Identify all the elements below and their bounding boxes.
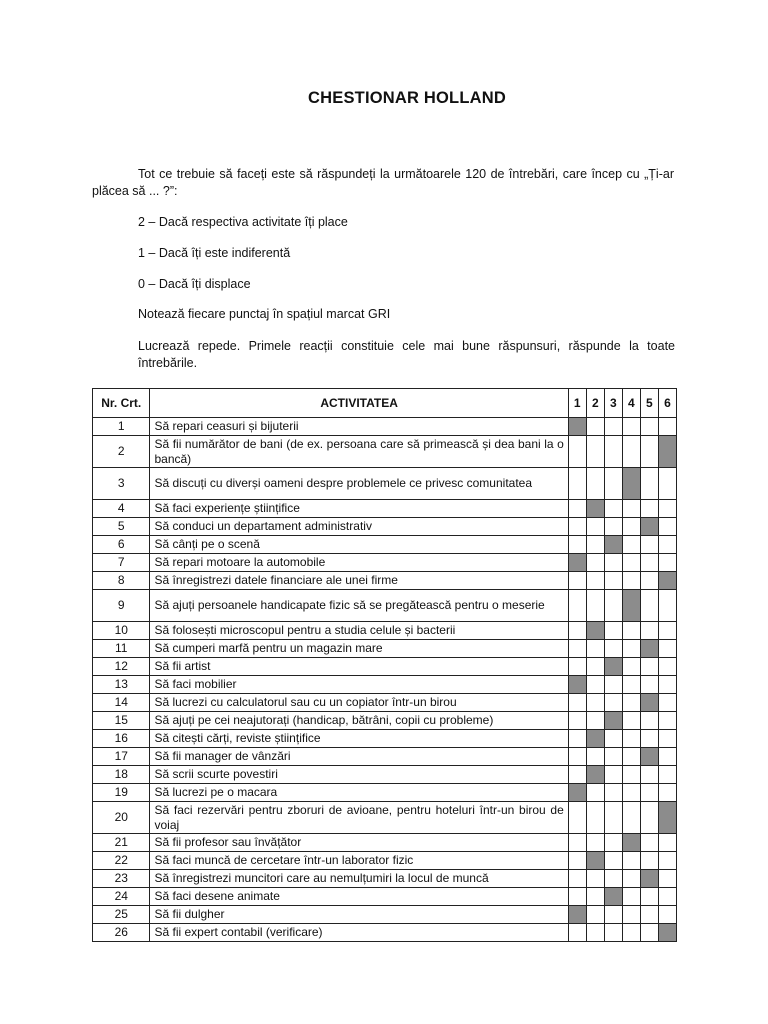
table-row <box>93 766 677 784</box>
row-activity: Să ajuți persoanele handicapate fizic să se pregătească pentru o meserie <box>150 590 568 622</box>
score-cell-gray[interactable] <box>586 766 604 784</box>
table-row <box>93 536 677 554</box>
score-cell <box>568 468 586 500</box>
score-cell <box>658 906 676 924</box>
table-row <box>93 622 677 640</box>
score-cell <box>586 436 604 468</box>
score-cell <box>622 748 640 766</box>
header-nr: Nr. Crt. <box>93 389 150 418</box>
score-cell <box>604 748 622 766</box>
score-cell <box>622 730 640 748</box>
score-cell <box>568 924 586 942</box>
score-cell <box>604 870 622 888</box>
score-cell <box>568 834 586 852</box>
row-number: 18 <box>93 766 150 784</box>
score-cell <box>640 622 658 640</box>
score-cell <box>622 418 640 436</box>
row-number: 1 <box>93 418 150 436</box>
score-cell <box>658 536 676 554</box>
score-cell <box>604 622 622 640</box>
table-row <box>93 906 677 924</box>
score-cell <box>604 730 622 748</box>
table-row <box>93 658 677 676</box>
row-number: 10 <box>93 622 150 640</box>
score-cell-gray[interactable] <box>604 658 622 676</box>
row-activity: Să fii numărător de bani (de ex. persoana care să primească și dea bani la o bancă) <box>150 436 568 468</box>
row-number: 11 <box>93 640 150 658</box>
score-cell <box>568 766 586 784</box>
score-cell <box>658 590 676 622</box>
score-cell <box>640 924 658 942</box>
row-activity: Să folosești microscopul pentru a studia celule și bacterii <box>150 622 568 640</box>
score-cell <box>568 436 586 468</box>
row-number: 4 <box>93 500 150 518</box>
header-col-5: 5 <box>640 389 658 418</box>
score-cell <box>658 468 676 500</box>
score-cell-gray[interactable] <box>640 518 658 536</box>
score-cell-gray[interactable] <box>658 802 676 834</box>
row-activity: Să înregistrezi datele financiare ale unei firme <box>150 572 568 590</box>
row-activity: Să faci muncă de cercetare într-un laborator fizic <box>150 852 568 870</box>
score-cell <box>640 536 658 554</box>
option-0-line: 0 – Dacă îți displace <box>138 277 251 291</box>
score-cell <box>658 730 676 748</box>
row-activity: Să faci mobilier <box>150 676 568 694</box>
score-cell-gray[interactable] <box>568 906 586 924</box>
header-col-3: 3 <box>604 389 622 418</box>
score-cell <box>568 536 586 554</box>
table-row <box>93 468 677 500</box>
table-row <box>93 418 677 436</box>
score-cell <box>568 730 586 748</box>
score-cell <box>658 766 676 784</box>
score-cell <box>604 468 622 500</box>
score-cell <box>640 802 658 834</box>
score-cell <box>604 572 622 590</box>
row-activity: Să fii manager de vânzări <box>150 748 568 766</box>
table-row <box>93 730 677 748</box>
score-cell-gray[interactable] <box>568 554 586 572</box>
row-activity: Să fii profesor sau învățător <box>150 834 568 852</box>
score-cell-gray[interactable] <box>604 536 622 554</box>
row-number: 9 <box>93 590 150 622</box>
table-row <box>93 554 677 572</box>
row-activity: Să faci rezervări pentru zboruri de avioane, pentru hoteluri într-un birou de voiaj <box>150 802 568 834</box>
score-cell-gray[interactable] <box>640 870 658 888</box>
score-cell <box>604 436 622 468</box>
row-number: 6 <box>93 536 150 554</box>
row-activity: Să conduci un departament administrativ <box>150 518 568 536</box>
row-number: 13 <box>93 676 150 694</box>
score-cell <box>586 640 604 658</box>
row-activity: Să cumperi marfă pentru un magazin mare <box>150 640 568 658</box>
row-number: 15 <box>93 712 150 730</box>
score-cell <box>604 852 622 870</box>
score-cell <box>586 676 604 694</box>
score-cell <box>586 554 604 572</box>
score-cell <box>640 572 658 590</box>
score-cell <box>604 834 622 852</box>
score-cell <box>586 802 604 834</box>
row-number: 19 <box>93 784 150 802</box>
score-cell <box>586 418 604 436</box>
score-cell <box>568 500 586 518</box>
score-cell <box>622 766 640 784</box>
row-activity: Să cânți pe o scenă <box>150 536 568 554</box>
score-cell <box>568 712 586 730</box>
row-activity: Să discuți cu diverși oameni despre problemele ce privesc comunitatea <box>150 468 568 500</box>
score-cell <box>604 640 622 658</box>
table-row <box>93 590 677 622</box>
row-activity: Să repari ceasuri și bijuterii <box>150 418 568 436</box>
header-col-6: 6 <box>658 389 676 418</box>
score-cell-gray[interactable] <box>640 640 658 658</box>
score-cell-gray[interactable] <box>586 730 604 748</box>
score-cell-gray[interactable] <box>622 590 640 622</box>
score-cell <box>658 694 676 712</box>
row-number: 20 <box>93 802 150 834</box>
score-cell <box>604 802 622 834</box>
score-cell <box>604 694 622 712</box>
score-cell <box>586 658 604 676</box>
score-cell <box>604 418 622 436</box>
intro-paragraph: Tot ce trebuie să faceți este să răspundeți la următoarele 120 de întrebări, care încep cu „Ți-ar plăcea să ... ?”: <box>92 167 674 198</box>
score-cell <box>658 418 676 436</box>
row-number: 16 <box>93 730 150 748</box>
score-cell <box>640 658 658 676</box>
score-cell <box>586 870 604 888</box>
table-row <box>93 500 677 518</box>
score-cell-gray[interactable] <box>568 676 586 694</box>
score-cell <box>622 536 640 554</box>
row-activity: Să citești cărți, reviste științifice <box>150 730 568 748</box>
row-activity: Să înregistrezi muncitori care au nemulțumiri la locul de muncă <box>150 870 568 888</box>
row-number: 24 <box>93 888 150 906</box>
score-cell <box>640 730 658 748</box>
row-activity: Să faci experiențe științifice <box>150 500 568 518</box>
score-cell-gray[interactable] <box>586 852 604 870</box>
row-activity: Să fii artist <box>150 658 568 676</box>
table-row <box>93 784 677 802</box>
score-cell <box>586 784 604 802</box>
score-cell <box>658 622 676 640</box>
score-cell-gray[interactable] <box>622 468 640 500</box>
score-cell <box>658 712 676 730</box>
score-cell <box>622 694 640 712</box>
option-1-line: 1 – Dacă îți este indiferentă <box>138 246 291 260</box>
table-row <box>93 852 677 870</box>
header-activity: ACTIVITATEA <box>150 389 568 418</box>
score-cell <box>568 590 586 622</box>
score-cell <box>640 436 658 468</box>
score-cell <box>586 694 604 712</box>
score-cell <box>640 590 658 622</box>
hint-paragraph: Lucrează repede. Primele reacții constituie cele mai bune răspunsuri, răspunde la toate întrebările. <box>138 339 675 370</box>
row-activity: Să fii dulgher <box>150 906 568 924</box>
score-cell-gray[interactable] <box>586 500 604 518</box>
row-number: 25 <box>93 906 150 924</box>
score-cell <box>622 784 640 802</box>
row-number: 7 <box>93 554 150 572</box>
score-cell <box>604 906 622 924</box>
table-row <box>93 572 677 590</box>
score-cell-gray[interactable] <box>640 694 658 712</box>
row-activity: Să lucrezi pe o macara <box>150 784 568 802</box>
score-cell <box>568 622 586 640</box>
score-cell <box>640 834 658 852</box>
score-cell <box>640 554 658 572</box>
score-cell-gray[interactable] <box>640 748 658 766</box>
questionnaire-table <box>92 388 677 942</box>
score-cell <box>658 748 676 766</box>
score-cell <box>640 712 658 730</box>
score-cell <box>586 888 604 906</box>
score-cell <box>658 640 676 658</box>
score-cell <box>640 500 658 518</box>
score-cell <box>622 518 640 536</box>
score-cell <box>640 906 658 924</box>
title-text: CHESTIONAR HOLLAND <box>308 89 506 107</box>
row-number: 5 <box>93 518 150 536</box>
score-cell <box>640 766 658 784</box>
row-number: 17 <box>93 748 150 766</box>
table-row <box>93 694 677 712</box>
row-activity: Să lucrezi cu calculatorul sau cu un copiator într-un birou <box>150 694 568 712</box>
score-cell <box>586 834 604 852</box>
score-cell <box>586 906 604 924</box>
score-cell <box>568 518 586 536</box>
score-cell <box>622 712 640 730</box>
table-row <box>93 748 677 766</box>
score-cell <box>586 748 604 766</box>
table-body <box>93 418 677 942</box>
score-cell <box>622 622 640 640</box>
score-cell <box>586 572 604 590</box>
row-number: 3 <box>93 468 150 500</box>
score-cell <box>622 676 640 694</box>
score-cell <box>586 712 604 730</box>
header-col-4: 4 <box>622 389 640 418</box>
score-cell <box>622 802 640 834</box>
score-cell <box>658 852 676 870</box>
row-activity: Să ajuți pe cei neajutorați (handicap, bătrâni, copii cu probleme) <box>150 712 568 730</box>
score-cell <box>640 676 658 694</box>
score-cell <box>622 870 640 888</box>
score-cell <box>586 536 604 554</box>
table-row <box>93 802 677 834</box>
header-col-1: 1 <box>568 389 586 418</box>
score-cell <box>586 590 604 622</box>
table-row <box>93 518 677 536</box>
score-cell <box>640 468 658 500</box>
score-cell <box>568 870 586 888</box>
score-cell <box>658 888 676 906</box>
score-cell <box>658 870 676 888</box>
table-header-row <box>93 389 677 418</box>
table-row <box>93 834 677 852</box>
row-activity: Să fii expert contabil (verificare) <box>150 924 568 942</box>
score-cell <box>640 418 658 436</box>
score-cell <box>640 852 658 870</box>
row-activity: Să faci desene animate <box>150 888 568 906</box>
score-cell-gray[interactable] <box>604 712 622 730</box>
row-number: 26 <box>93 924 150 942</box>
score-cell <box>622 906 640 924</box>
score-cell-gray[interactable] <box>658 572 676 590</box>
score-cell <box>658 658 676 676</box>
table-row <box>93 924 677 942</box>
score-cell <box>568 694 586 712</box>
table-row <box>93 436 677 468</box>
score-cell <box>622 640 640 658</box>
score-cell <box>622 554 640 572</box>
score-cell-gray[interactable] <box>604 888 622 906</box>
score-cell <box>568 802 586 834</box>
row-number: 12 <box>93 658 150 676</box>
table-row <box>93 888 677 906</box>
page-title <box>0 89 768 108</box>
score-cell <box>622 436 640 468</box>
row-activity: Să repari motoare la automobile <box>150 554 568 572</box>
score-cell <box>622 924 640 942</box>
score-cell-gray[interactable] <box>586 622 604 640</box>
table-row <box>93 676 677 694</box>
row-number: 23 <box>93 870 150 888</box>
score-cell <box>622 572 640 590</box>
score-cell <box>640 784 658 802</box>
score-cell <box>586 518 604 536</box>
score-cell-gray[interactable] <box>568 784 586 802</box>
option-2-line: 2 – Dacă respectiva activitate îți place <box>138 215 348 229</box>
score-cell <box>604 518 622 536</box>
score-cell <box>622 658 640 676</box>
score-cell <box>586 468 604 500</box>
table-row <box>93 712 677 730</box>
score-cell <box>658 518 676 536</box>
row-activity: Să scrii scurte povestiri <box>150 766 568 784</box>
score-cell <box>568 640 586 658</box>
row-number: 8 <box>93 572 150 590</box>
row-number: 21 <box>93 834 150 852</box>
score-cell <box>568 888 586 906</box>
score-cell <box>604 500 622 518</box>
table-row <box>93 640 677 658</box>
row-number: 2 <box>93 436 150 468</box>
score-cell-gray[interactable] <box>568 418 586 436</box>
score-cell <box>604 554 622 572</box>
score-cell <box>658 676 676 694</box>
score-cell <box>604 676 622 694</box>
score-cell-gray[interactable] <box>658 436 676 468</box>
score-cell <box>658 554 676 572</box>
score-cell <box>604 784 622 802</box>
score-cell <box>568 852 586 870</box>
score-cell <box>622 500 640 518</box>
score-cell <box>658 784 676 802</box>
score-cell <box>658 500 676 518</box>
score-cell-gray[interactable] <box>622 834 640 852</box>
score-cell <box>568 658 586 676</box>
row-number: 22 <box>93 852 150 870</box>
score-cell <box>604 924 622 942</box>
score-cell <box>622 852 640 870</box>
score-cell <box>604 590 622 622</box>
row-number: 14 <box>93 694 150 712</box>
score-cell <box>622 888 640 906</box>
score-cell <box>586 924 604 942</box>
table-row <box>93 870 677 888</box>
header-col-2: 2 <box>586 389 604 418</box>
score-cell <box>568 748 586 766</box>
score-cell <box>640 888 658 906</box>
score-cell <box>604 766 622 784</box>
score-cell <box>658 834 676 852</box>
gray-note-line: Notează fiecare punctaj în spațiul marcat GRI <box>138 307 391 321</box>
score-cell <box>568 572 586 590</box>
score-cell-gray[interactable] <box>658 924 676 942</box>
